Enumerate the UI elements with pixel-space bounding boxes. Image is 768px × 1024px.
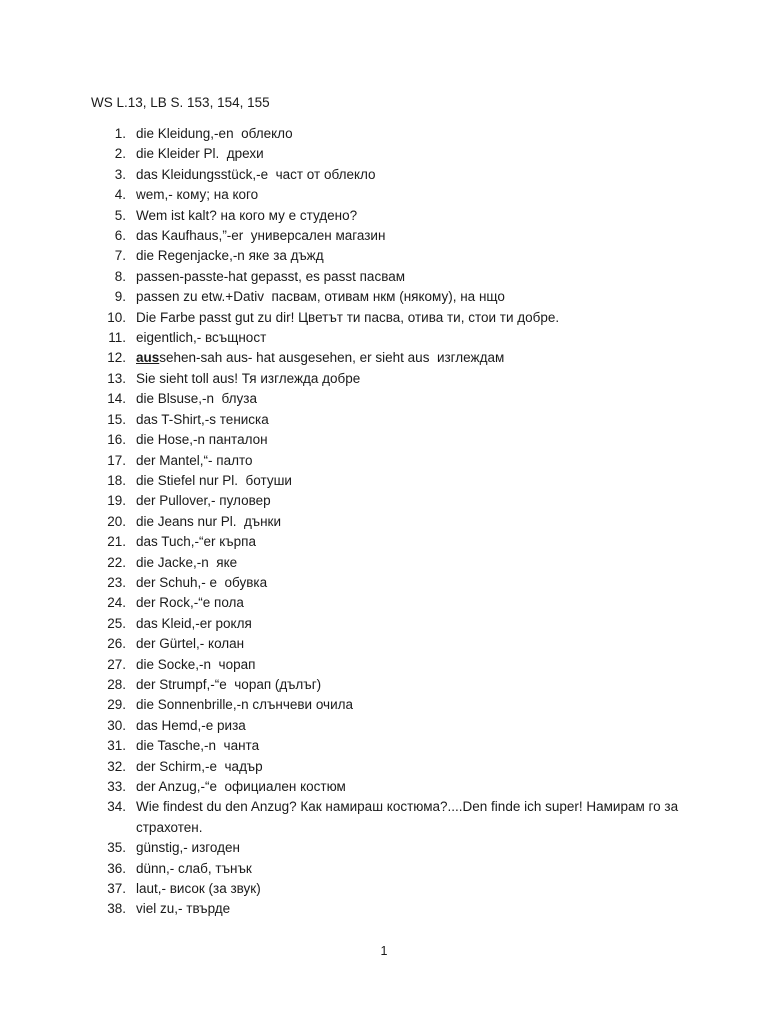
list-item-text: der Anzug,-“e официален костюм: [136, 779, 346, 794]
list-item-number: 16.: [107, 432, 126, 448]
list-item-number: 20.: [107, 513, 126, 529]
list-item-number: 29.: [107, 697, 126, 713]
list-item-number: 19.: [107, 493, 126, 509]
list-item-text: die Regenjacke,-n яке за дъжд: [136, 248, 324, 264]
list-item-text: das Kleidungsstück,-e част от облекло: [136, 166, 376, 182]
list-item: [100, 675, 700, 695]
list-item: [100, 226, 700, 246]
list-item: [100, 512, 700, 532]
list-item-text: laut,- висок (за звук): [136, 881, 261, 897]
list-item: [100, 757, 700, 777]
list-item-text: die Blsuse,-n блуза: [136, 391, 257, 407]
list-item-text: die Sonnenbrille,-n слънчеви очила: [136, 697, 354, 713]
list-item: [100, 634, 700, 654]
list-item-text: der Rock,-“e пола: [136, 595, 244, 611]
list-item-number: 21.: [107, 534, 126, 550]
list-item: [100, 553, 700, 573]
list-item-number: 18.: [107, 472, 126, 488]
list-item-text: Die Farbe passt gut zu dir! Цветът ти пасва, отива ти, стои ти добре.: [136, 309, 560, 325]
list-item: [100, 389, 700, 409]
list-item-text: günstig,- изгоден: [136, 840, 240, 856]
list-item-text: wem,- кому; на кого: [136, 187, 259, 203]
list-item-number: 17.: [107, 452, 126, 468]
list-item-number: 34.: [107, 799, 126, 815]
list-item: [100, 736, 700, 756]
list-item-number: 9.: [114, 289, 126, 305]
list-item: [100, 593, 700, 613]
list-item: [100, 573, 700, 593]
list-item-text: die Socke,-n чорап: [136, 656, 256, 672]
list-item-number: 11.: [108, 330, 126, 346]
list-item-number: 2.: [114, 146, 126, 162]
list-item-text: eigentlich,- всъщност: [136, 330, 267, 346]
list-item: [100, 614, 700, 634]
list-item-number: 24.: [107, 595, 126, 611]
list-item-text: die Kleider Pl. дрехи: [136, 146, 264, 162]
list-item-number: 30.: [107, 717, 126, 733]
list-item-text: das Tuch,-“er кърпа: [136, 534, 256, 550]
list-item-number: 12.: [107, 350, 126, 366]
list-item-number: 3.: [114, 166, 126, 182]
list-item-number: 27.: [107, 656, 126, 672]
list-item: [100, 532, 700, 552]
list-item-number: 31.: [107, 738, 126, 754]
list-item-text: [126, 348, 700, 368]
list-item-text: Wie findest du den Anzug? Как намираш костюма?....Den finde ich super! Намирам го за страхотен.: [136, 799, 682, 835]
list-item-text: der Mantel,“- палто: [136, 452, 253, 468]
list-item-text: die Hose,-n панталон: [136, 432, 268, 448]
page-number: 1: [380, 944, 388, 958]
list-item-text: passen zu etw.+Dativ пасвам, отивам нкм (някому), на нщо: [136, 289, 505, 305]
list-item-number: 5.: [114, 207, 126, 223]
list-item: [100, 308, 700, 328]
list-item-number: 37.: [107, 881, 126, 897]
list-item-number: 10.: [107, 309, 126, 325]
document-heading: WS L.13, LB S. 153, 154, 155: [91, 95, 270, 110]
list-item-text: das Hemd,-e риза: [136, 717, 246, 733]
list-item: [100, 369, 700, 389]
list-item-number: 14.: [107, 391, 126, 407]
list-item-number: 6.: [114, 228, 126, 244]
list-item-accent: aus: [136, 350, 160, 366]
list-item-text: die Kleidung,-en облекло: [136, 126, 293, 141]
list-item: [100, 328, 700, 348]
list-item-text: das T-Shirt,-s тениска: [136, 411, 269, 427]
list-item: [100, 695, 700, 715]
list-item-number: 28.: [107, 676, 126, 692]
list-item: [100, 838, 700, 858]
list-item: [100, 267, 700, 287]
list-item-text: Wem ist kalt? на кого му е студено?: [136, 207, 358, 223]
list-item-number: 8.: [114, 268, 126, 284]
list-item: [100, 206, 700, 226]
list-item: [100, 879, 700, 899]
list-item-number: 26.: [107, 636, 126, 652]
list-item-number: 38.: [107, 901, 126, 917]
list-item-number: 23.: [107, 574, 126, 590]
list-item-text: Sie sieht toll aus! Тя изглежда добре: [136, 370, 361, 386]
list-item: [100, 777, 700, 797]
list-item: [100, 451, 700, 471]
list-item: [100, 797, 700, 838]
list-item-text: die Stiefel nur Pl. ботуши: [136, 472, 292, 488]
list-item: [100, 410, 700, 430]
list-item: [100, 287, 700, 307]
list-item: [100, 348, 700, 368]
list-item-text: das Kaufhaus,”-er универсален магазин: [136, 228, 386, 244]
list-item: [100, 124, 700, 144]
list-item: [100, 899, 700, 919]
list-item-number: 15.: [107, 411, 126, 427]
list-item: [100, 144, 700, 164]
vocabulary-list: [100, 124, 700, 920]
list-item-number: 36.: [107, 860, 126, 876]
list-item-number: 33.: [107, 779, 126, 794]
list-item-text: der Strumpf,-“e чорап (дълъг): [136, 676, 322, 692]
list-item-text: der Schirm,-e чадър: [136, 758, 263, 774]
list-item-text: der Pullover,- пуловер: [136, 493, 271, 509]
list-item-number: 35.: [107, 840, 126, 856]
list-item-text: die Tasche,-n чанта: [136, 738, 260, 754]
list-item-number: 4.: [114, 187, 126, 203]
list-item: [100, 859, 700, 879]
list-item: [100, 430, 700, 450]
list-item-number: 1.: [114, 126, 126, 141]
list-item: [100, 491, 700, 511]
list-item-number: 25.: [107, 615, 126, 631]
list-item-text: das Kleid,-er рокля: [136, 615, 252, 631]
list-item: [100, 471, 700, 491]
list-item-number: 22.: [107, 554, 126, 570]
list-item: [100, 185, 700, 205]
list-item-number: 13.: [107, 370, 126, 386]
list-item: [100, 246, 700, 266]
list-item-text: der Schuh,- e обувка: [136, 574, 268, 590]
list-item-text: passen-passte-hat gepasst, es passt пасвам: [136, 268, 406, 284]
list-item-number: 32.: [107, 758, 126, 774]
list-item-text: die Jeans nur Pl. дънки: [136, 513, 281, 529]
list-item-text: die Jacke,-n яке: [136, 554, 238, 570]
list-item: [100, 716, 700, 736]
list-item-text: dünn,- слаб, тънък: [136, 860, 252, 876]
list-item-number: 7.: [114, 248, 126, 264]
list-item-text: der Gürtel,- колан: [136, 636, 245, 652]
list-item: [100, 165, 700, 185]
list-item-text: viel zu,- твърде: [136, 901, 231, 917]
list-item: [100, 655, 700, 675]
list-item-rest: sehen-sah aus- hat ausgesehen, er sieht aus изглеждам: [159, 350, 505, 366]
